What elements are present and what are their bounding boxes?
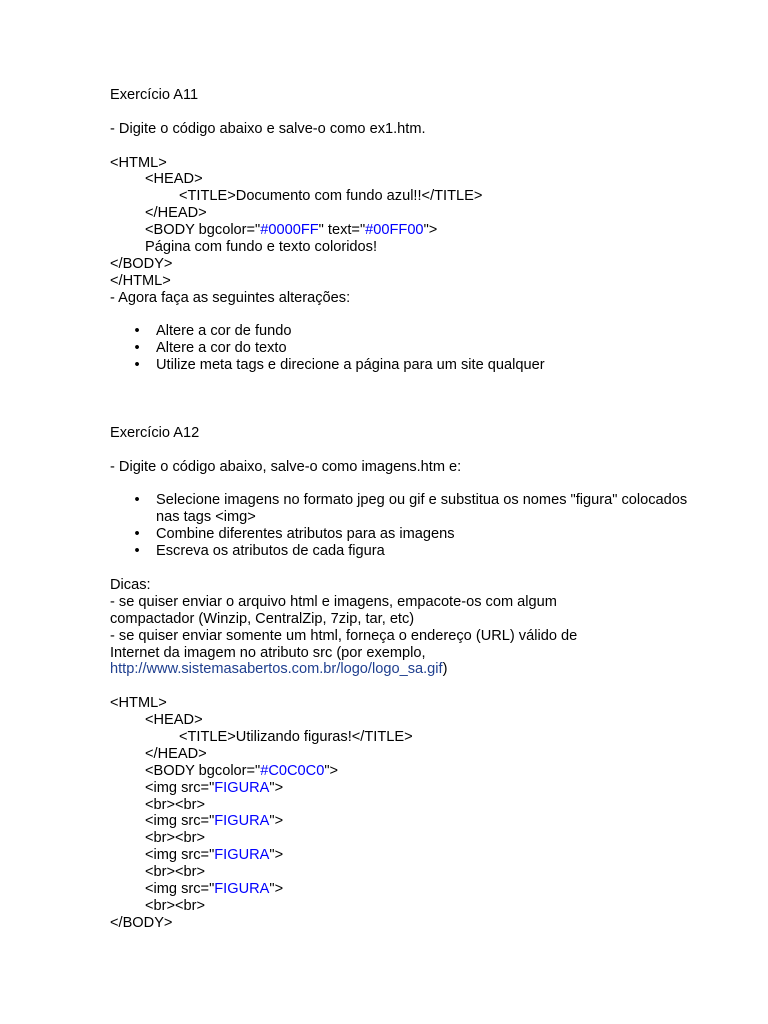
- code-line-img: [110, 780, 730, 797]
- code-value-figura: FIGURA: [214, 813, 270, 830]
- code-line-body: [110, 222, 730, 239]
- list-item: • Escreva os atributos de cada figura: [110, 543, 730, 560]
- code-line: <br><br>: [145, 830, 206, 847]
- code-text: ">: [269, 847, 284, 864]
- code-text: " text=": [318, 222, 366, 239]
- exercise-a12-instruction: - Digite o código abaixo, salve-o como imagens.htm e:: [110, 458, 462, 475]
- code-line: </BODY>: [110, 255, 173, 272]
- code-text: <BODY bgcolor=": [145, 762, 261, 779]
- code-line-img: [110, 813, 730, 830]
- tip-text: compactador (Winzip, CentralZip, 7zip, tar, etc): [110, 610, 415, 627]
- code-text: ">: [324, 762, 339, 779]
- code-line: Página com fundo e texto coloridos!: [145, 239, 378, 256]
- code-line: <HTML>: [110, 695, 167, 712]
- code-line: <HTML>: [110, 154, 167, 171]
- list-item: • Altere a cor do texto: [110, 340, 730, 357]
- code-line: </HEAD>: [145, 205, 207, 222]
- list-item: • Altere a cor de fundo: [110, 323, 730, 340]
- code-text: <img src=": [145, 847, 215, 864]
- code-line: <br><br>: [145, 864, 206, 881]
- example-url-link[interactable]: http://www.sistemasabertos.com.br/logo/logo_sa.gif: [110, 661, 443, 678]
- code-text: ">: [269, 880, 284, 897]
- code-line-img: [110, 847, 730, 864]
- code-text: <img src=": [145, 880, 215, 897]
- code-line-img: [110, 881, 730, 898]
- exercise-a12-title: Exercício A12: [110, 424, 200, 441]
- code-text: ">: [423, 222, 438, 239]
- code-text: <BODY bgcolor=": [145, 222, 261, 239]
- code-line: </BODY>: [110, 914, 173, 931]
- code-text: <img src=": [145, 813, 215, 830]
- exercise-a11-changes-intro: - Agora faça as seguintes alterações:: [110, 289, 351, 306]
- bullet-icon: •: [134, 340, 140, 357]
- code-value-bgcolor: #C0C0C0: [260, 762, 325, 779]
- code-line: <TITLE>Documento com fundo azul!!</TITLE>: [179, 188, 483, 205]
- exercise-a11-instruction: - Digite o código abaixo e salve-o como ex1.htm.: [110, 120, 426, 137]
- exercise-a11-title: Exercício A11: [110, 87, 199, 103]
- list-item: • Selecione imagens no formato jpeg ou gif e substitua os nomes "figura" colocados nas tags <img>: [110, 492, 730, 526]
- code-line: <br><br>: [145, 897, 206, 914]
- code-value-bgcolor: #0000FF: [260, 222, 319, 239]
- code-line: </HTML>: [110, 272, 171, 289]
- code-value-figura: FIGURA: [214, 880, 270, 897]
- code-value-figura: FIGURA: [214, 779, 270, 796]
- tip-text: Internet da imagem no atributo src (por exemplo,: [110, 644, 426, 661]
- bullet-icon: •: [134, 526, 140, 543]
- code-line-body: [110, 763, 730, 780]
- exercise-a11-change-list: [110, 323, 730, 374]
- code-line: </HEAD>: [145, 745, 207, 762]
- tip-text: ): [442, 661, 448, 678]
- list-item: • Combine diferentes atributos para as imagens: [110, 526, 730, 543]
- code-line: <HEAD>: [145, 712, 203, 729]
- list-item: • Utilize meta tags e direcione a página para um site qualquer: [110, 357, 730, 374]
- tip-text: - se quiser enviar o arquivo html e imagens, empacote-os com algum: [110, 593, 557, 610]
- code-text: ">: [269, 813, 284, 830]
- code-line: <HEAD>: [145, 171, 203, 188]
- tip-url-line: [110, 661, 730, 678]
- code-text: ">: [269, 779, 284, 796]
- bullet-icon: •: [134, 323, 140, 340]
- document-page: [110, 87, 730, 932]
- code-value-figura: FIGURA: [214, 847, 270, 864]
- exercise-a12-task-list: [110, 492, 730, 560]
- bullet-icon: •: [134, 357, 140, 374]
- code-block-a12: [110, 695, 730, 931]
- bullet-icon: •: [134, 492, 140, 509]
- bullet-icon: •: [134, 543, 140, 560]
- tips-title: Dicas:: [110, 576, 151, 593]
- code-block-a11: [110, 155, 730, 290]
- code-line: <TITLE>Utilizando figuras!</TITLE>: [179, 728, 413, 745]
- code-line: <br><br>: [145, 796, 206, 813]
- code-text: <img src=": [145, 779, 215, 796]
- tip-text: - se quiser enviar somente um html, forneça o endereço (URL) válido de: [110, 627, 578, 644]
- code-value-text-color: #00FF00: [365, 222, 424, 239]
